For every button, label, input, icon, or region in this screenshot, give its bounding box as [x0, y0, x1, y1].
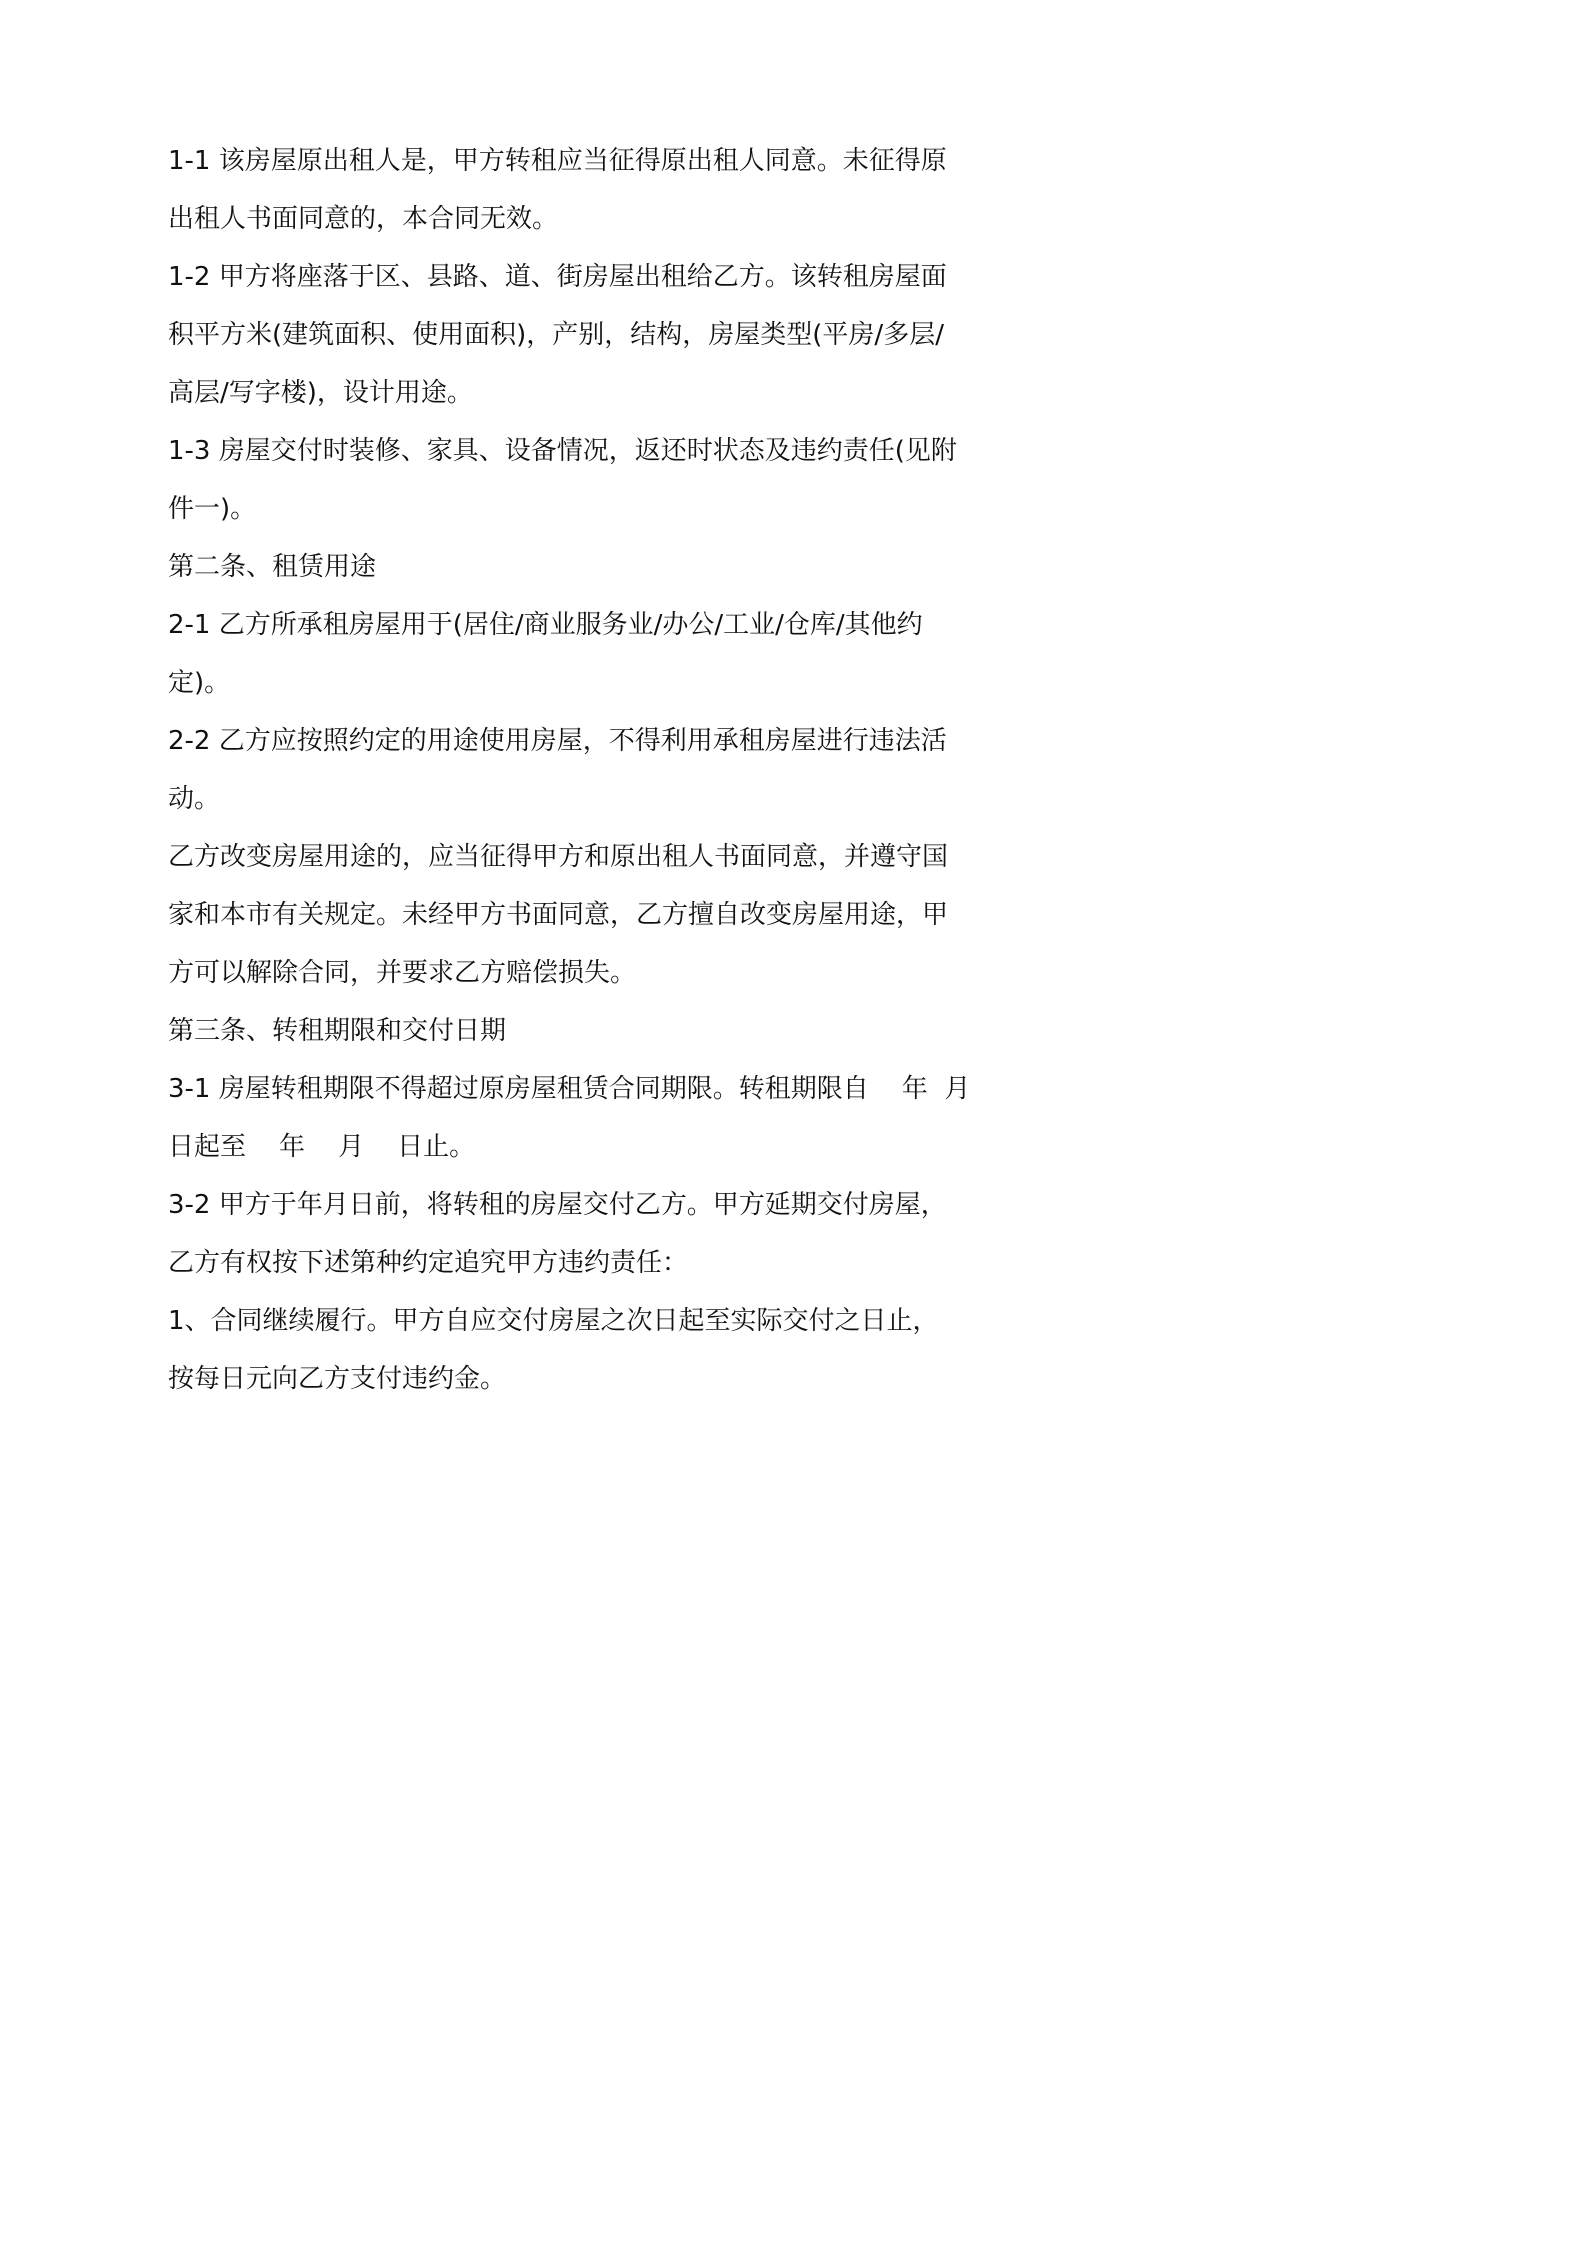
text-line-3-1b: 日起至 年 月 日止。 — [168, 1132, 476, 1162]
text-line-item-1a: 1、合同继续履行。甲方自应交付房屋之次日起至实际交付之日止， — [168, 1306, 939, 1336]
text-line-3-2a: 3-2 甲方于年月日前，将转租的房屋交付乙方。甲方延期交付房屋， — [168, 1190, 947, 1220]
text-line-2-2a: 2-2 乙方应按照约定的用途使用房屋，不得利用承租房屋进行违法活 — [168, 726, 947, 756]
text-line-use-change-a: 乙方改变房屋用途的，应当征得甲方和原出租人书面同意，并遵守国 — [168, 842, 949, 872]
text-line-1-2c: 高层/写字楼)，设计用途。 — [168, 378, 473, 408]
text-line-use-change-c: 方可以解除合同，并要求乙方赔偿损失。 — [168, 958, 637, 988]
text-line-item-1b: 按每日元向乙方支付违约金。 — [168, 1364, 507, 1394]
section-heading-article-2: 第二条、租赁用途 — [168, 552, 377, 582]
text-line-1-2a: 1-2 甲方将座落于区、县路、道、街房屋出租给乙方。该转租房屋面 — [168, 262, 947, 292]
text-line-3-1a: 3-1 房屋转租期限不得超过原房屋租赁合同期限。转租期限自 年 月 — [168, 1074, 971, 1104]
text-line-use-change-b: 家和本市有关规定。未经甲方书面同意，乙方擅自改变房屋用途，甲 — [168, 900, 949, 930]
text-line-1-2b: 积平方米(建筑面积、使用面积)，产别，结构，房屋类型(平房/多层/ — [168, 320, 944, 350]
text-line-1-3b: 件一)。 — [168, 494, 257, 524]
text-line-1-3a: 1-3 房屋交付时装修、家具、设备情况，返还时状态及违约责任(见附 — [168, 436, 957, 466]
text-line-2-1a: 2-1 乙方所承租房屋用于(居住/商业服务业/办公/工业/仓库/其他约 — [168, 610, 923, 640]
text-line-1-1b: 出租人书面同意的，本合同无效。 — [168, 204, 559, 234]
text-line-1-1a: 1-1 该房屋原出租人是，甲方转租应当征得原出租人同意。未征得原 — [168, 146, 947, 176]
section-heading-article-3: 第三条、转租期限和交付日期 — [168, 1016, 507, 1046]
text-line-2-2b: 动。 — [168, 784, 221, 814]
text-line-2-1b: 定)。 — [168, 668, 231, 698]
document-page — [168, 132, 971, 1408]
text-line-3-2b: 乙方有权按下述第种约定追究甲方违约责任： — [168, 1248, 689, 1278]
